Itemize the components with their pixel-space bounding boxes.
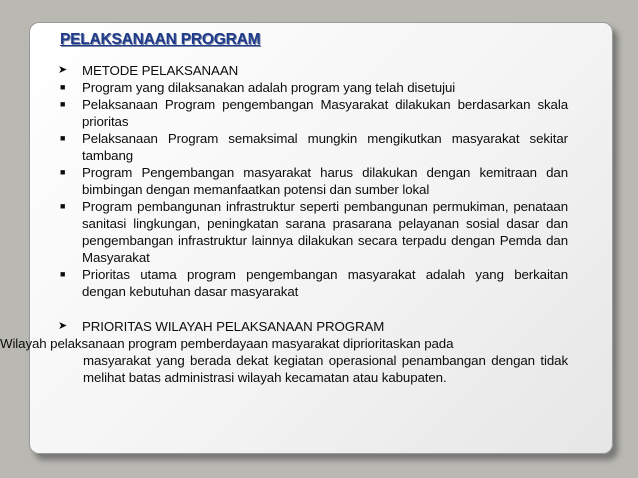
paragraph-first-line: Wilayah pelaksanaan program pemberdayaan masyarakat diprioritaskan pada — [0, 336, 454, 351]
list-item: ■ Program yang dilaksanakan adalah program yang telah disetujui — [60, 80, 456, 95]
list-item: ■ Prioritas utama program pengembangan masyarakat adalah yang berkaitan dengan kebutuhan dasar masyarakat — [60, 267, 568, 299]
arrow-bullet-icon: ➤ — [58, 64, 68, 76]
paragraph-continuation: masyarakat yang berada dekat kegiatan operasional penambangan dengan tidak melihat batas administrasi wilayah kecamatan atau kabupaten. — [83, 353, 568, 385]
slide-title: PELAKSANAAN PROGRAM — [60, 31, 261, 48]
list-item: ■ Pelaksanaan Program semaksimal mungkin mengikutkan masyarakat sekitar tambang — [60, 131, 568, 163]
square-bullet-icon: ■ — [60, 82, 66, 92]
square-bullet-icon: ■ — [60, 269, 66, 279]
square-bullet-icon: ■ — [60, 99, 66, 109]
arrow-bullet-icon: ➤ — [58, 320, 68, 332]
list-item: ■ Pelaksanaan Program pengembangan Masyarakat dilakukan berdasarkan skala prioritas — [60, 97, 568, 129]
prioritas-paragraph — [0, 335, 568, 386]
section-heading-prioritas: ➤ PRIORITAS WILAYAH PELAKSANAAN PROGRAM — [58, 319, 385, 334]
square-bullet-icon: ■ — [60, 133, 66, 143]
square-bullet-icon: ■ — [60, 167, 66, 177]
slide-content — [0, 62, 568, 386]
spacer — [58, 300, 568, 318]
list-item: ■ Program Pengembangan masyarakat harus dilakukan dengan kemitraan dan bimbingan dengan memanfaatkan potensi dan sumber lokal — [60, 165, 568, 197]
section-heading-metode: ➤ METODE PELAKSANAAN — [58, 63, 239, 78]
list-item: ■ Program pembangunan infrastruktur seperti pembangunan permukiman, penataan sanitasi lingkungan, peningkatan sarana prasarana pelayanan sosial dasar dan pengembangan infrastruktur lainnya dilakukan secara terpadu dengan Pemda dan Masyarakat — [60, 199, 568, 265]
square-bullet-icon: ■ — [60, 201, 66, 211]
